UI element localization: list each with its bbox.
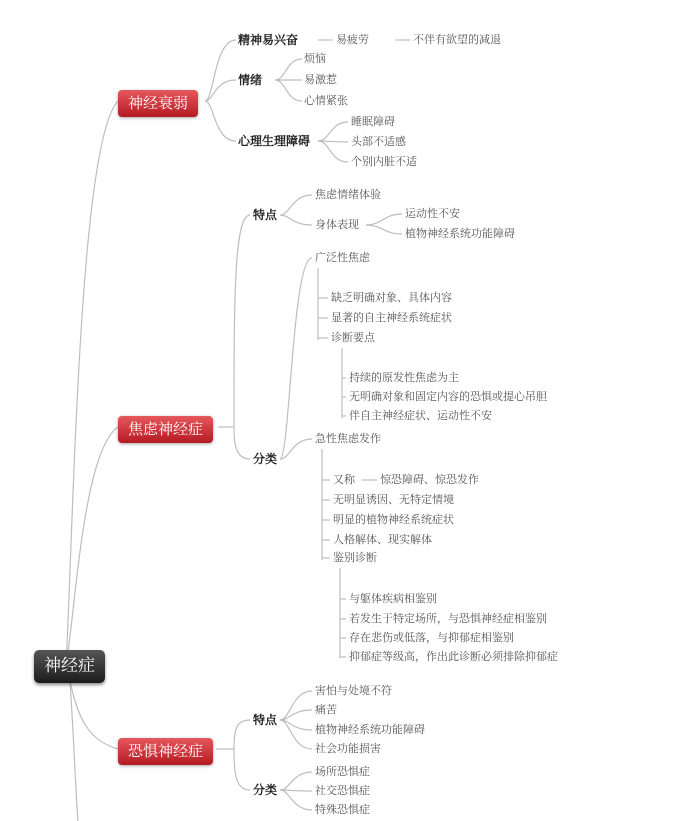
branch-phobia[interactable]: 恐惧神经症 [118,738,213,765]
acute-item[interactable]: 明显的植物神经系统症状 [333,513,454,526]
generalized-diagnosis[interactable]: 诊断要点 [331,331,375,344]
acute-anxiety[interactable]: 急性焦虑发作 [315,432,381,445]
phobia-class-item[interactable]: 社交恐惧症 [315,784,370,797]
generalized-anxiety[interactable]: 广泛性焦虑 [315,251,370,264]
acute-item[interactable]: 人格解体、现实解体 [333,533,432,546]
acute-item[interactable]: 无明显诱因、无特定情境 [333,493,454,506]
neurasthenia-spirit[interactable]: 精神易兴奋 [238,33,299,47]
differential-item[interactable]: 若发生于特定场所，与恐惧神经症相鉴别 [349,612,547,625]
psycho-item[interactable]: 睡眠障碍 [351,115,395,128]
differential-item[interactable]: 与躯体疾病相鉴别 [349,592,437,605]
psycho-item[interactable]: 头部不适感 [351,135,406,148]
phobia-feature-item[interactable]: 社会功能损害 [315,742,381,755]
emotion-item[interactable]: 易激惹 [304,73,337,86]
psycho-item[interactable]: 个别内脏不适 [351,155,417,168]
branch-neurasthenia[interactable]: 神经衰弱 [118,90,198,117]
differential-item[interactable]: 存在悲伤或低落，与抑郁症相鉴别 [349,631,514,644]
acute-alias-value[interactable]: 惊恐障碍、惊恐发作 [380,473,479,486]
phobia-class-item[interactable]: 场所恐惧症 [315,765,370,778]
acute-differential[interactable]: 鉴别诊断 [333,551,377,564]
neurasthenia-emotion[interactable]: 情绪 [238,73,263,87]
acute-alias-label[interactable]: 又称 [333,473,355,486]
emotion-item[interactable]: 心情紧张 [304,94,348,107]
diagnosis-item[interactable]: 伴自主神经症状、运动性不安 [349,409,492,422]
anxiety-experience[interactable]: 焦虑情绪体验 [315,188,381,201]
body-item[interactable]: 运动性不安 [405,207,460,220]
differential-item[interactable]: 抑郁症等级高，作出此诊断必须排除抑郁症 [349,650,558,663]
phobia-feature-item[interactable]: 痛苦 [315,703,337,716]
anxiety-classify[interactable]: 分类 [253,452,278,466]
phobia-classify[interactable]: 分类 [253,783,278,797]
phobia-features[interactable]: 特点 [253,713,278,727]
neurasthenia-psycho[interactable]: 心理生理障碍 [238,134,311,148]
diagnosis-item[interactable]: 持续的原发性焦虑为主 [349,371,459,384]
phobia-feature-item[interactable]: 害怕与处境不符 [315,684,392,697]
phobia-feature-item[interactable]: 植物神经系统功能障碍 [315,723,425,736]
diagnosis-item[interactable]: 无明确对象和固定内容的恐惧或提心吊胆 [349,390,547,403]
branch-anxiety[interactable]: 焦虑神经症 [118,416,213,443]
emotion-item[interactable]: 烦恼 [304,52,326,65]
body-item[interactable]: 植物神经系统功能障碍 [405,227,515,240]
generalized-item[interactable]: 缺乏明确对象、具体内容 [331,291,452,304]
generalized-item[interactable]: 显著的自主神经系统症状 [331,311,452,324]
phobia-class-item[interactable]: 特殊恐惧症 [315,803,370,816]
anxiety-features[interactable]: 特点 [253,208,278,222]
root-node[interactable]: 神经症 [34,650,105,683]
spirit-fatigue[interactable]: 易疲劳 [336,33,369,46]
spirit-no-desire-loss[interactable]: 不伴有欲望的减退 [413,33,501,46]
anxiety-body[interactable]: 身体表现 [315,218,359,231]
